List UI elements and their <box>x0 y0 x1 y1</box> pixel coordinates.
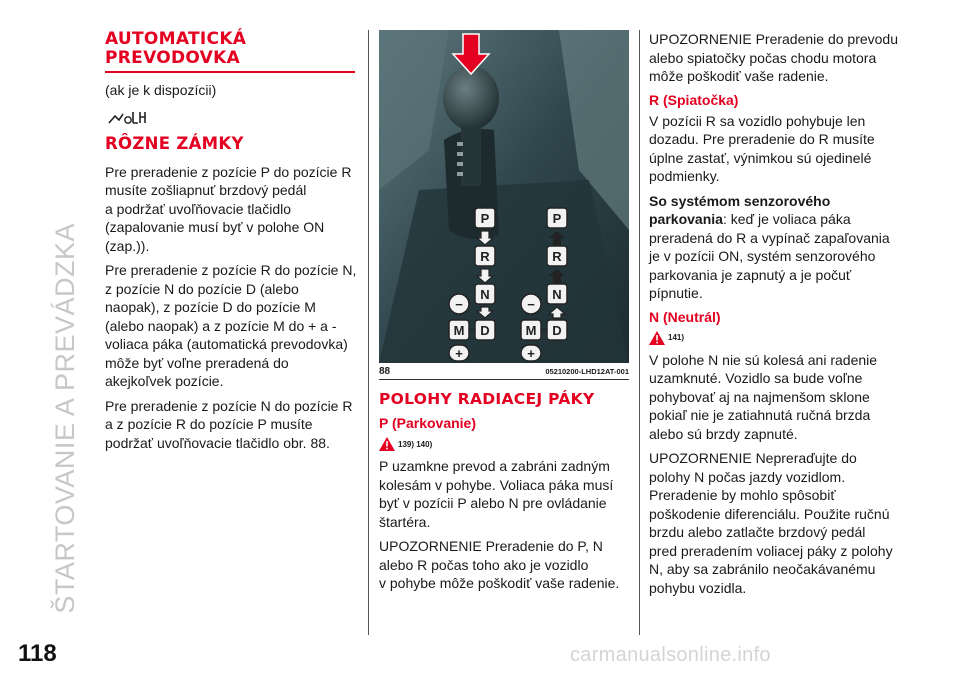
paragraph: Pre preradenie z pozície N do pozície R a z pozície R do pozície P musíte podržať uvoľňovacie tlačidlo obr. 88. <box>105 397 353 451</box>
paragraph: P uzamkne prevod a zabráni zadným kolesám v pohybe. Voliaca páka musí byť v pozícii P alebo N pre ovládanie štartéra. <box>379 458 614 530</box>
svg-text:R: R <box>480 249 490 264</box>
watermark: carmanualsonline.info <box>570 644 771 666</box>
svg-text:N: N <box>552 287 562 302</box>
paragraph: Pre preradenie z pozície R do pozície N, z pozície N do pozície D (alebo naopak), z pozície D do pozície M (alebo naopak) a z pozície M do + a - voliaca páka (automatická prevodovka) môže byť voľne preradená do akejkoľvek pozície. <box>105 262 357 389</box>
column-divider <box>639 30 640 635</box>
svg-text:−: − <box>455 297 463 312</box>
caption-rule <box>379 379 629 380</box>
subtitle-reverse: R (Spiatočka) <box>649 91 739 108</box>
section-title-gear-positions: POLOHY RADIACEJ PÁKY <box>379 390 595 408</box>
warning-reference: 139) 140) <box>379 435 629 453</box>
paragraph: UPOZORNENIE Preradenie do P, N alebo R počas toho ako je vozidlo v pohybe môže poškodiť vaše radenie. <box>379 538 620 591</box>
main-title: AUTOMATICKÁ PREVODOVKA <box>105 29 247 68</box>
warning-triangle-icon <box>379 437 395 451</box>
paragraph: V pozícii R sa vozidlo pohybuje len dozadu. Pre preradenie do R musíte úplne zastať, výnimkou sú ojedinelé podmienky. <box>649 112 875 184</box>
selector-label-p: P <box>480 211 490 226</box>
svg-text:−: − <box>527 297 535 312</box>
paragraph: UPOZORNENIE Preradenie do prevodu alebo spiatočky počas chodu motora môže poškodiť vaše radenie. <box>649 31 898 84</box>
optional-equipment-icon <box>107 108 357 126</box>
paragraph: UPOZORNENIE Nepreraďujte do polohy N počas jazdy vozidlom. Preradenie by mohlo spôsobiť poškodenie diferenciálu. Použite ručnú brzdu alebo zatlačte brzdový pedál pred preradením voliacej páky z polohy N, aby sa zabránilo neočakávanému pohybu vozidla. <box>649 450 893 596</box>
svg-text:R: R <box>552 249 562 264</box>
svg-text:D: D <box>480 323 490 338</box>
title-rule <box>105 71 355 73</box>
page-number: 118 <box>18 640 57 667</box>
figure-code: 05210200-LHD12AT-001 <box>545 367 629 376</box>
column-2 <box>379 30 629 599</box>
svg-text:+: + <box>527 346 535 361</box>
svg-text:P: P <box>552 211 562 226</box>
svg-text:D: D <box>552 323 562 338</box>
availability-note: (ak je k dispozícii) <box>105 82 217 98</box>
svg-text:+: + <box>455 346 463 361</box>
section-title-locks: RÔZNE ZÁMKY <box>105 133 244 153</box>
svg-text:M: M <box>453 323 465 338</box>
paragraph: V polohe N nie sú kolesá ani radenie uzamknuté. Vozidlo sa bude voľne pohybovať aj na najmenšom sklone pokiaľ nie je zatiahnutá ručná brzda alebo sú brzdy zapnuté. <box>649 351 878 442</box>
warning-triangle-icon <box>649 331 665 345</box>
svg-text:N: N <box>480 287 490 302</box>
paragraph: Pre preradenie z pozície P do pozície R musíte zošliapnuť brzdový pedál a podržať uvoľňovacie tlačidlo (zapalovanie musí byť v polohe ON (zap.)). <box>105 163 352 254</box>
side-chapter-title: ŠTARTOVANIE A PREVÁDZKA <box>49 223 80 614</box>
subtitle-park: P (Parkovanie) <box>379 415 477 431</box>
paragraph: So systémom senzorového parkovania: keď je voliaca páka preradená do R a vypínač zapaľovania je v pozícii ON, systém senzorového parkovania je zapnutý a je počuť pípnutie. <box>649 192 890 301</box>
column-1 <box>105 30 357 458</box>
figure-caption <box>379 366 629 377</box>
figure-number: 88 <box>379 366 391 377</box>
warning-reference: 141) <box>649 329 901 347</box>
column-divider <box>368 30 369 635</box>
svg-text:M: M <box>525 323 537 338</box>
column-3 <box>649 30 901 603</box>
subtitle-neutral: N (Neutrál) <box>649 308 721 325</box>
gear-selector-figure <box>379 30 629 363</box>
